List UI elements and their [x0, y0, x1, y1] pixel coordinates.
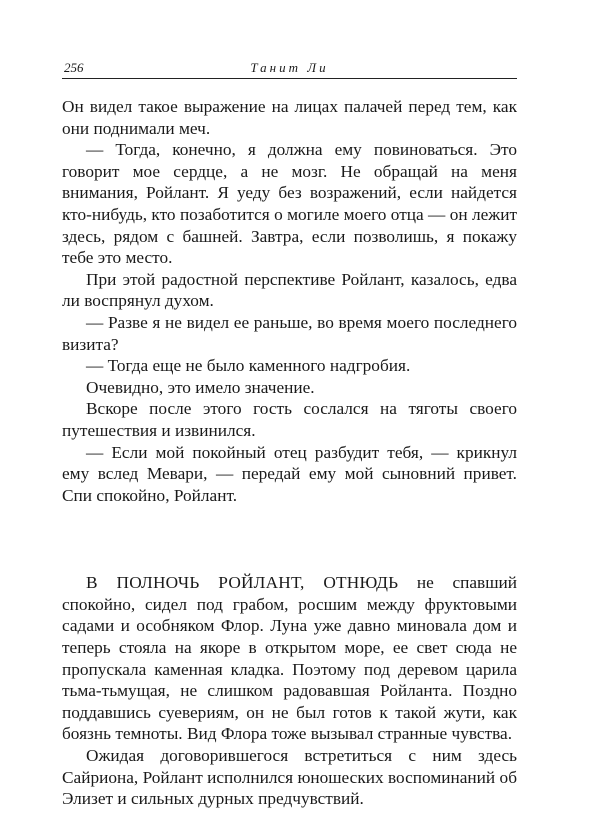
section-lead-text: не спавший спокойно, сидел под грабом, росшим между фруктовыми садами и особняком Флор. Луна уже давно миновала дом и теперь стояла на якоре в открытом море, ее свет сюда не пропускала каменная кладка. Поэтому под деревом царила тьма-тьмущая, не слишком радовавшая Ройланта. Поздно поддавшись суевериям, он не был готов к такой жути, как боязнь темноты. Вид Флора тоже вызывал странные чувства.: [62, 573, 517, 744]
section-break: [62, 506, 517, 572]
paragraph: Он видел такое выражение на лицах палачей перед тем, как они поднимали меч.: [62, 97, 517, 138]
page-header: [62, 60, 517, 79]
section-lead-caps: В ПОЛНОЧЬ РОЙЛАНТ, ОТНЮДЬ: [86, 573, 399, 593]
paragraph: — Если мой покойный отец разбудит тебя, — крикнул ему вслед Мевари, — передай ему мой сыновний привет. Спи спокойно, Ройлант.: [62, 442, 517, 505]
running-title: Танит Ли: [250, 60, 329, 75]
paragraph: При этой радостной перспективе Ройлант, казалось, едва ли воспрянул духом.: [62, 269, 517, 311]
paragraph: Вскоре после этого гость сослался на тяготы своего путешествия и извинился.: [62, 399, 517, 440]
page-number: 256: [64, 60, 84, 75]
paragraph: Ожидая договорившегося встретиться с ним здесь Сайриона, Ройлант исполнился юношеских воспоминаний об Элизет и сильных дурных предчувствий.: [62, 746, 517, 809]
paragraph: — Разве я не видел ее раньше, во время моего последнего визита?: [62, 312, 517, 354]
paragraph: — Тогда, конечно, я должна ему повиноваться. Это говорит мое сердце, а не мозг. Не обращай на меня внимания, Ройлант. Я уеду без возражений, если найдется кто-нибудь, кто позаботится о могиле моего отца — он лежит здесь, рядом с башней. Завтра, если позволишь, я покажу тебе это место.: [62, 140, 517, 268]
paragraph: Очевидно, это имело значение.: [86, 377, 315, 397]
paragraph: — Тогда еще не было каменного надгробия.: [86, 356, 411, 376]
section-opening-paragraph: [62, 572, 517, 745]
page-body: [62, 96, 517, 810]
